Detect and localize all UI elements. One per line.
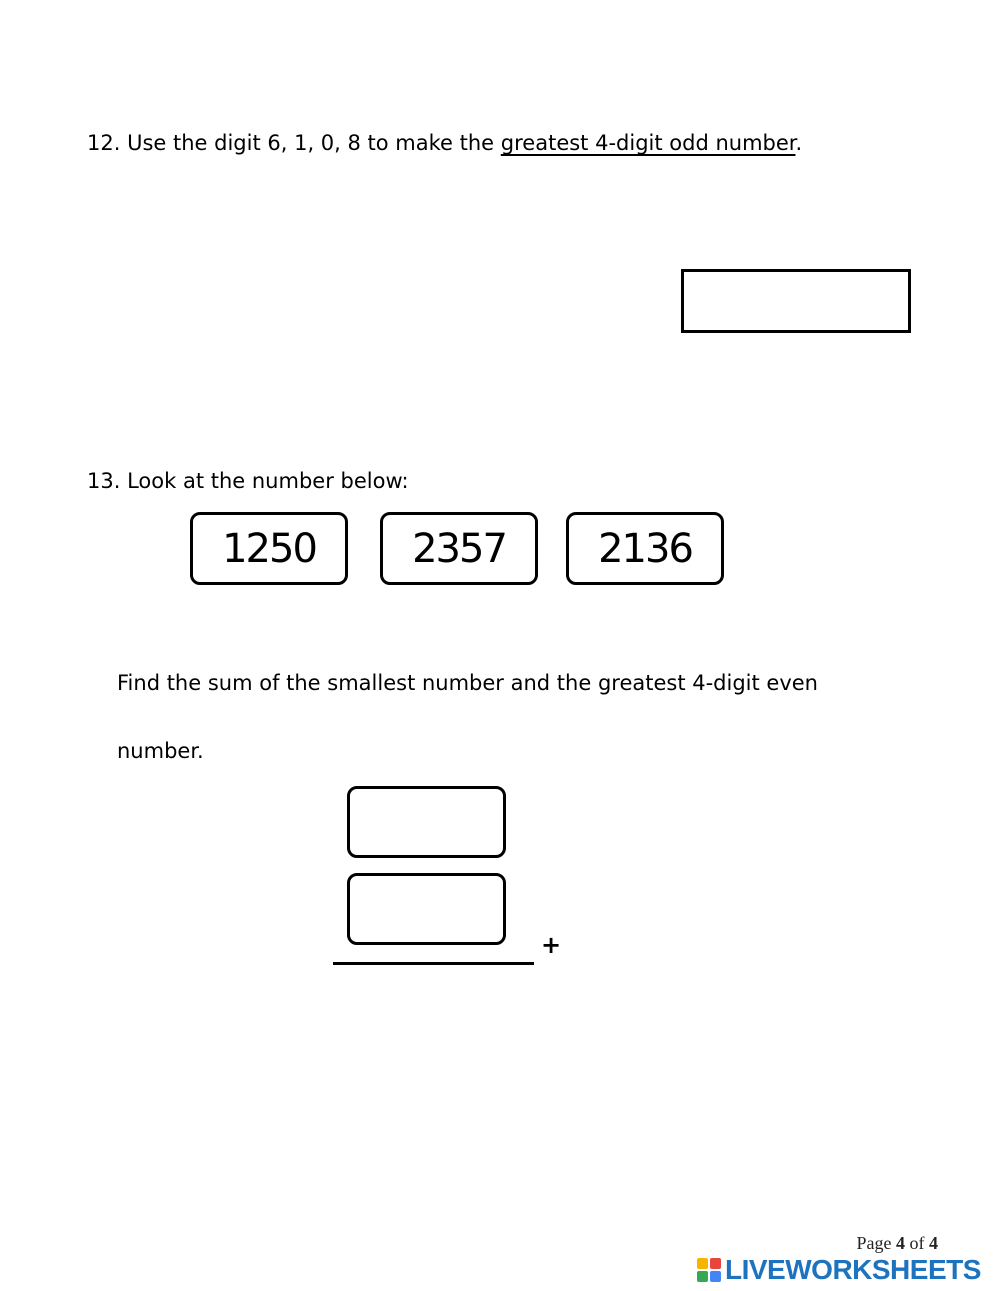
addend-1-answer-box[interactable] (347, 786, 506, 858)
page-of: of (909, 1233, 925, 1253)
logo-square-4 (710, 1271, 721, 1282)
question-12-emphasis: greatest 4-digit odd number (500, 131, 796, 155)
question-12-period: . (795, 131, 803, 155)
liveworksheets-logo (697, 1254, 981, 1286)
liveworksheets-brand: LIVEWORKSHEETS (725, 1254, 981, 1285)
page-number (857, 1233, 939, 1254)
page-total: 4 (929, 1233, 938, 1253)
question-12-number: 12. (87, 131, 121, 155)
question-12-answer-box[interactable] (681, 269, 911, 333)
logo-square-1 (697, 1258, 708, 1269)
question-13-instruction-line-2: number. (117, 739, 204, 763)
liveworksheets-logo-icon (697, 1258, 721, 1282)
sum-line (333, 962, 534, 965)
number-card-3: 2136 (566, 512, 724, 585)
page-current: 4 (896, 1233, 905, 1253)
addend-2-answer-box[interactable] (347, 873, 506, 945)
logo-square-2 (710, 1258, 721, 1269)
question-13-text (87, 468, 409, 494)
question-13-intro: Look at the number below: (127, 469, 409, 493)
number-card-1: 1250 (190, 512, 348, 585)
number-card-2: 2357 (380, 512, 538, 585)
page-prefix: Page (856, 1233, 892, 1253)
plus-sign: + (541, 931, 562, 959)
logo-square-3 (697, 1271, 708, 1282)
question-13-instruction-line-1: Find the sum of the smallest number and the greatest 4-digit even (117, 671, 818, 695)
question-12-prompt: Use the digit 6, 1, 0, 8 to make the (127, 131, 495, 155)
question-12-text (87, 130, 802, 156)
question-13-number: 13. (87, 469, 121, 493)
